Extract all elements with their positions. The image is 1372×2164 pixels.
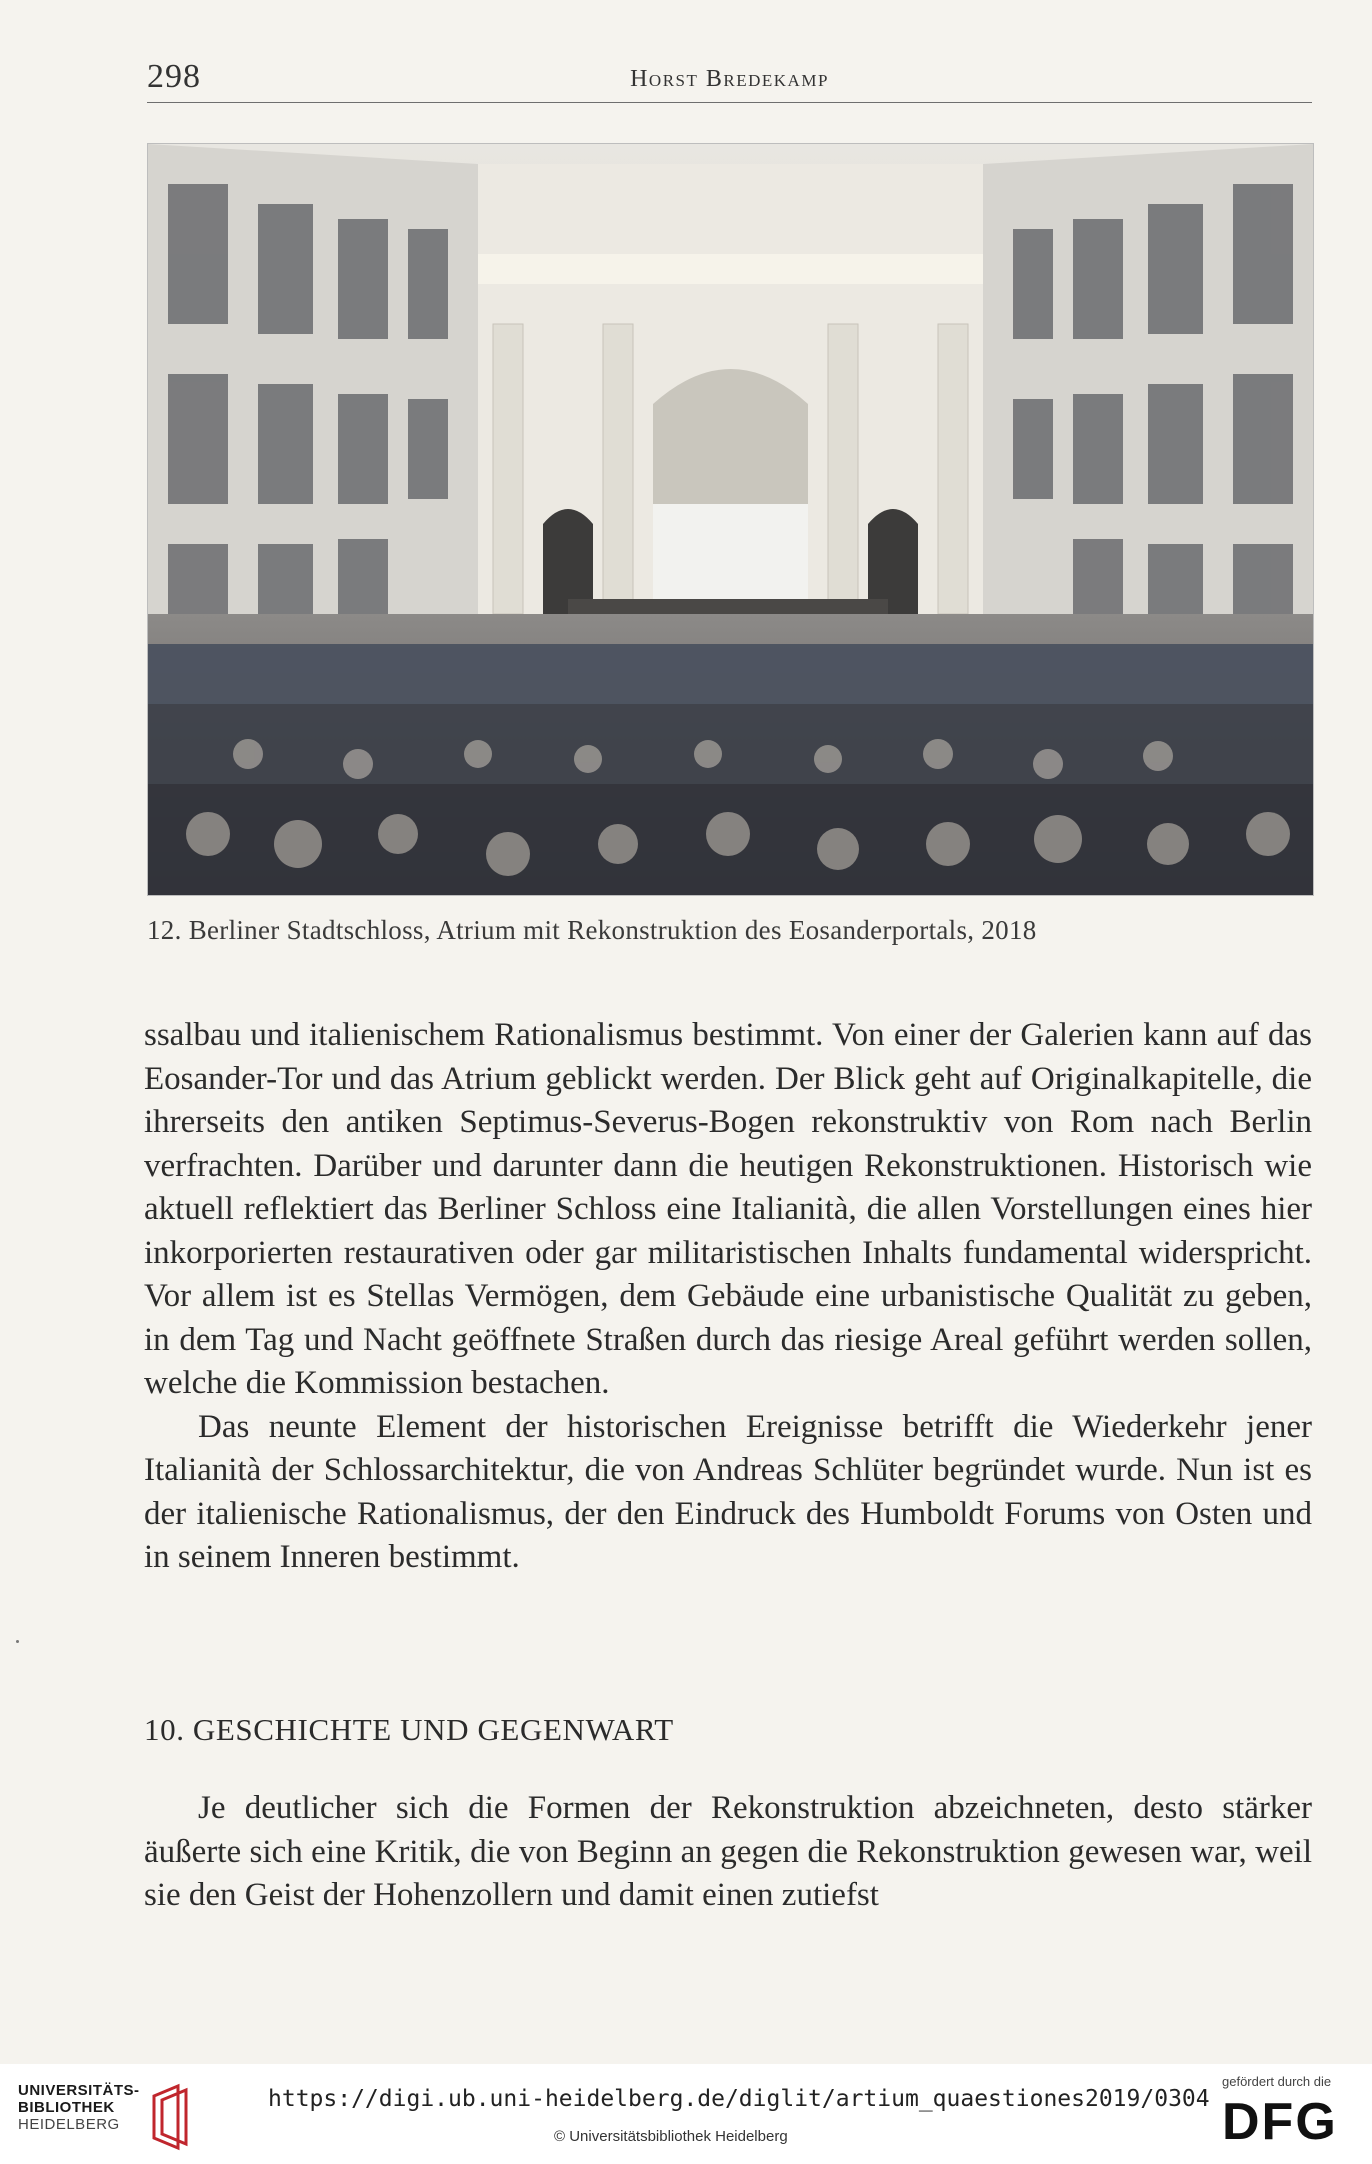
scan-speck: [16, 1640, 19, 1643]
library-name-line1: UNIVERSITÄTS-: [18, 2082, 140, 2099]
copyright-notice: © Universitätsbibliothek Heidelberg: [554, 2128, 788, 2145]
paragraph: Das neunte Element der historischen Ereignisse betrifft die Wiederkehr jener Italianità der Schlossarchitektur, die von Andreas Schlüter begründet wurde. Nun ist es der italienische Rationalismus, der den Eindruck des Humboldt Forums von Osten und in seinem Inneren bestimmt.: [144, 1408, 1312, 1575]
document-url-link[interactable]: https://digi.ub.uni-heidelberg.de/diglit/artium_quaestiones2019/0304: [268, 2086, 1210, 2112]
section-heading: 10. GESCHICHTE UND GEGENWART: [144, 1712, 674, 1747]
library-name-line3: HEIDELBERG: [18, 2116, 120, 2133]
paragraph: ssalbau und italienischem Rationalismus bestimmt. Von einer der Galerien kann auf das Eosander-Tor und das Atrium geblickt werden. Der Blick geht auf Originalkapitelle, die ihrerseits den antiken Septimus-Severus-Bogen rekonstruktiv von Rom nach Berlin verfrachten. Darüber und darunter dann die heutigen Rekonstruktionen. Historisch wie aktuell reflektiert das Berliner Schloss eine Italianità, die allen Vorstellungen eines hier inkorporierten restaurativen oder gar militaristischen Inhalts fundamental widerspricht. Vor allem ist es Stellas Vermögen, dem Gebäude eine urbanistische Qualität zu geben, in dem Tag und Nacht geöffnete Straßen durch das riesige Areal geführt werden sollen, welche die Kommission bestachen.: [144, 1017, 1312, 1401]
library-name-line2: BIBLIOTHEK: [18, 2099, 115, 2116]
figure-photo: [147, 143, 1314, 896]
dfg-logo[interactable]: DFG: [1222, 2093, 1338, 2151]
page-number: 298: [147, 58, 201, 95]
figure-caption: 12. Berliner Stadtschloss, Atrium mit Rekonstruktion des Eosanderportals, 2018: [147, 915, 1037, 945]
digitization-footer: [0, 2064, 1372, 2164]
atrium-photo: [148, 144, 1313, 895]
section-body: [144, 1787, 1312, 1918]
running-head: Horst Bredekamp: [630, 66, 829, 92]
page-header: [147, 58, 1312, 103]
paragraph: Je deutlicher sich die Formen der Rekonstruktion abzeichneten, desto stärker äußerte sich eine Kritik, die von Beginn an gegen die Rekonstruktion gewesen war, weil sie den Geist der Hohenzollern und damit einen zutiefst: [144, 1790, 1312, 1913]
funding-note: gefördert durch die: [1222, 2074, 1332, 2089]
library-logo[interactable]: [18, 2082, 198, 2152]
body-text: [144, 1014, 1312, 1580]
library-mark-icon: [148, 2082, 194, 2152]
